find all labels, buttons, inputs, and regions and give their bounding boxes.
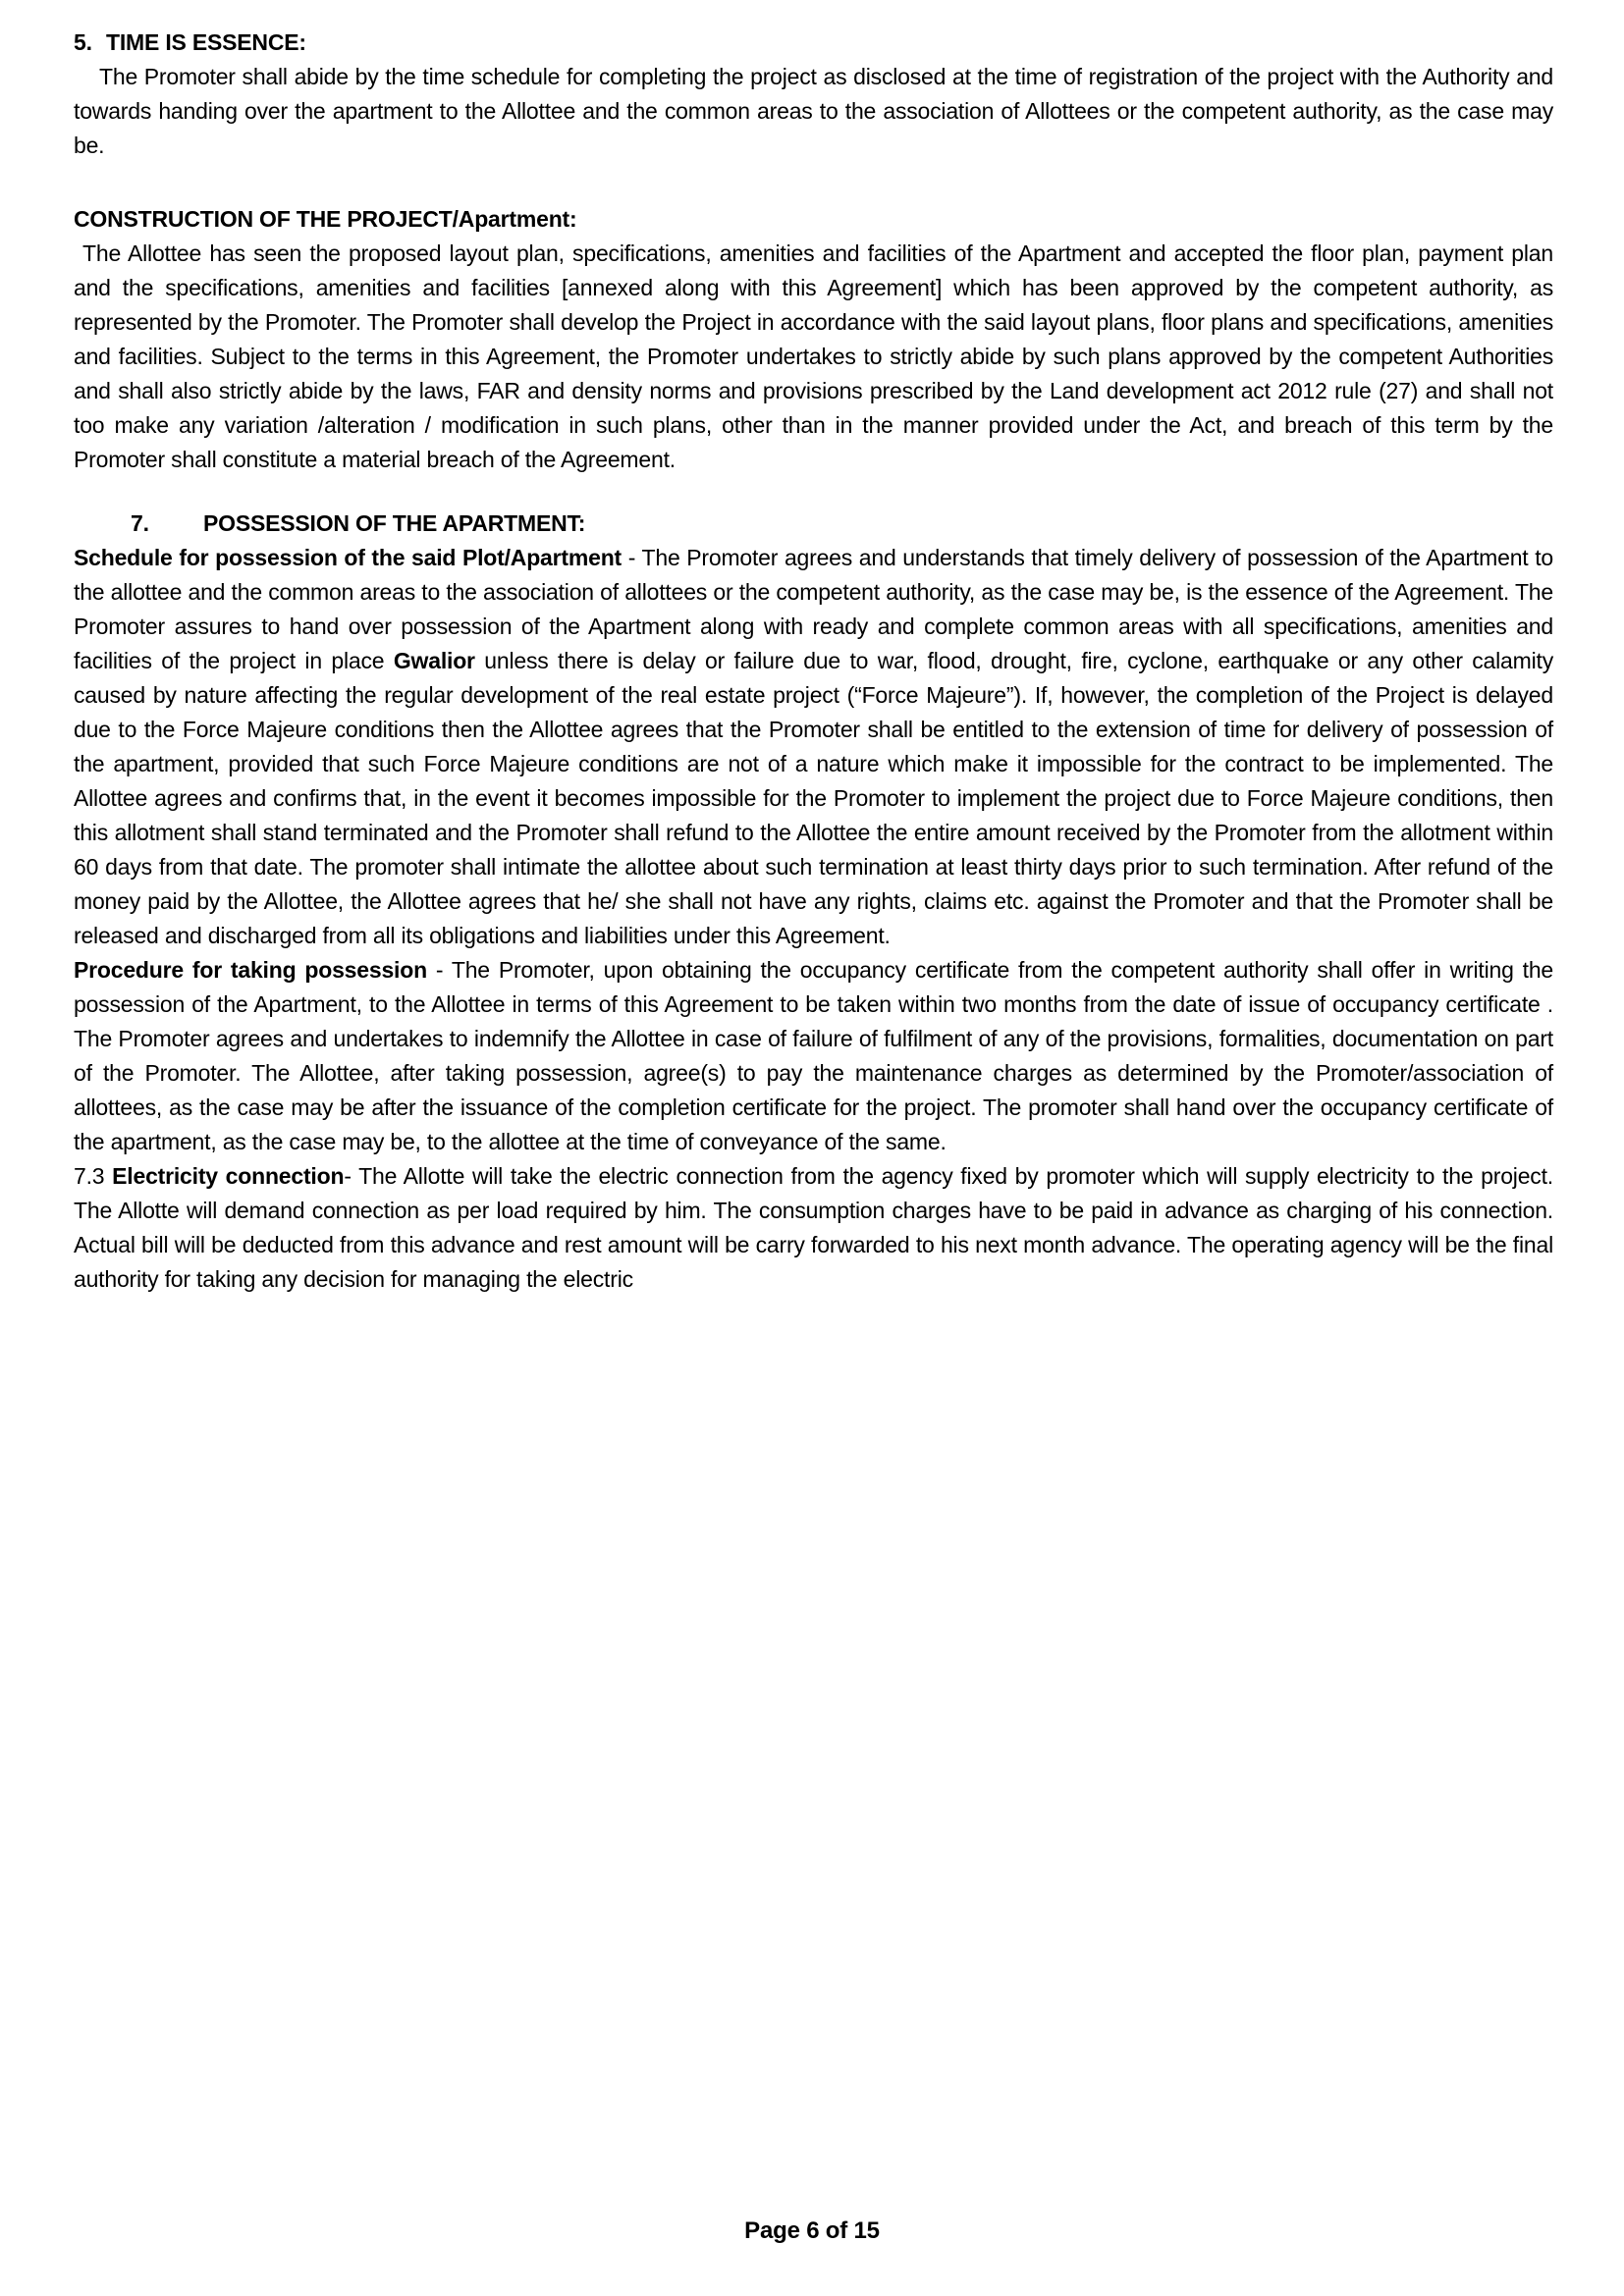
time-essence-number: 5. — [74, 29, 92, 55]
construction-paragraph: The Allottee has seen the proposed layout plan, specifications, amenities and facilities of the Apartment and accepted the floor plan, payment plan and the specifications, amenities and facilities [annexed along with this Agreement] which has been approved by the competent authority, as represented by the Promoter. The Promoter shall develop the Project in accordance with the said layout plans, floor plans and specifications, amenities and facilities. Subject to the terms in this Agreement, the Promoter undertakes to strictly abide by such plans approved by the competent Authorities and shall also strictly abide by the laws, FAR and density norms and provisions prescribed by the Land development act 2012 rule (27) and shall not too make any variation /alteration / modification in such plans, other than in the manner provided under the Act, and breach of this term by the Promoter shall constitute a material breach of the Agreement. — [74, 240, 1553, 472]
possession-heading-text: POSSESSION OF THE APARTMENT: — [203, 510, 586, 536]
schedule-possession-body-2: unless there is delay or failure due to war, flood, drought, fire, cyclone, earthquake or any other calamity caused by nature affecting the regular development of the real estate project (“Force Majeure”). If, however, the completion of the Project is delayed due to the Force Majeure conditions then the Allottee agrees that the Promoter shall be entitled to the extension of time for delivery of possession of the apartment, provided that such Force Majeure conditions are not of a nature which make it impossible for the contract to be implemented. The Allottee agrees and confirms that, in the event it becomes impossible for the Promoter to implement the project due to Force Majeure conditions, then this allotment shall stand terminated and the Promoter shall refund to the Allottee the entire amount received by the Promoter from the allotment within 60 days from that date. The promoter shall intimate the allottee about such termination at least thirty days prior to such termination. After refund of the money paid by the Allottee, the Allottee agrees that he/ she shall not have any rights, claims etc. against the Promoter and that the Promoter shall be released and discharged from all its obligations and liabilities under this Agreement. — [74, 648, 1553, 948]
electricity-connection-body: - The Allotte will take the electric connection from the agency fixed by promoter which will supply electricity to the project. The Allotte will demand connection as per load required by him. The consumption charges have to be paid in advance as charging of his connection. Actual bill will be deducted from this advance and rest amount will be carry forwarded to his next month advance. The operating agency will be the final authority for taking any decision for managing the electric — [74, 1163, 1553, 1292]
time-essence-paragraph: The Promoter shall abide by the time schedule for completing the project as disclosed at the time of registration of the project with the Authority and towards handing over the apartment to the Allottee and the common areas to the association of Allottees or the competent authority, as the case may be. — [74, 64, 1553, 158]
schedule-possession-lead: Schedule for possession of the said Plot/Apartment — [74, 545, 623, 570]
section-construction — [74, 202, 1553, 477]
schedule-possession-body-1: The Promoter agrees and understands that timely delivery of possession of the Apartment to the allottee and the common areas to the association of allottees or the competent authority, as the case may be, is the essence of the Agreement. The Promoter assures to hand over possession of the Apartment along with ready and complete common areas with all specifications, amenities and facilities of the project in place — [74, 545, 1553, 673]
time-essence-heading — [74, 26, 1553, 60]
schedule-possession-separator: - — [622, 545, 642, 570]
electricity-connection-lead: Electricity connection — [112, 1163, 345, 1189]
schedule-possession-paragraph — [74, 541, 1553, 953]
possession-number: 7. — [131, 510, 149, 536]
procedure-possession-body: The Promoter, upon obtaining the occupancy certificate from the competent authority shall offer in writing the possession of the Apartment, to the Allottee in terms of this Agreement to be taken within two months from the date of issue of occupancy certificate . The Promoter agrees and undertakes to indemnify the Allottee in case of failure of fulfilment of any of the provisions, formalities, documentation on part of the Promoter. The Allottee, after taking possession, agree(s) to pay the maintenance charges as determined by the Promoter/association of allottees, as the case may be after the issuance of the completion certificate for the project. The promoter shall hand over the occupancy certificate of the apartment, as the case may be, to the allottee at the time of conveyance of the same. — [74, 957, 1553, 1154]
construction-heading: CONSTRUCTION OF THE PROJECT/Apartment: — [74, 206, 577, 232]
time-essence-heading-text: TIME IS ESSENCE: — [106, 29, 306, 55]
schedule-possession-place: Gwalior — [393, 648, 475, 673]
procedure-possession-separator: - — [426, 957, 452, 983]
procedure-possession-paragraph — [74, 953, 1553, 1159]
section-possession — [74, 507, 1553, 1297]
possession-heading — [74, 507, 1553, 541]
electricity-connection-paragraph — [74, 1159, 1553, 1297]
procedure-possession-lead: Procedure for taking possession — [74, 957, 427, 983]
section-time-essence — [74, 26, 1553, 163]
page-number-label: Page 6 of 15 — [744, 2217, 880, 2244]
electricity-clause-number: 7.3 — [74, 1163, 113, 1189]
page-footer — [0, 2214, 1624, 2248]
